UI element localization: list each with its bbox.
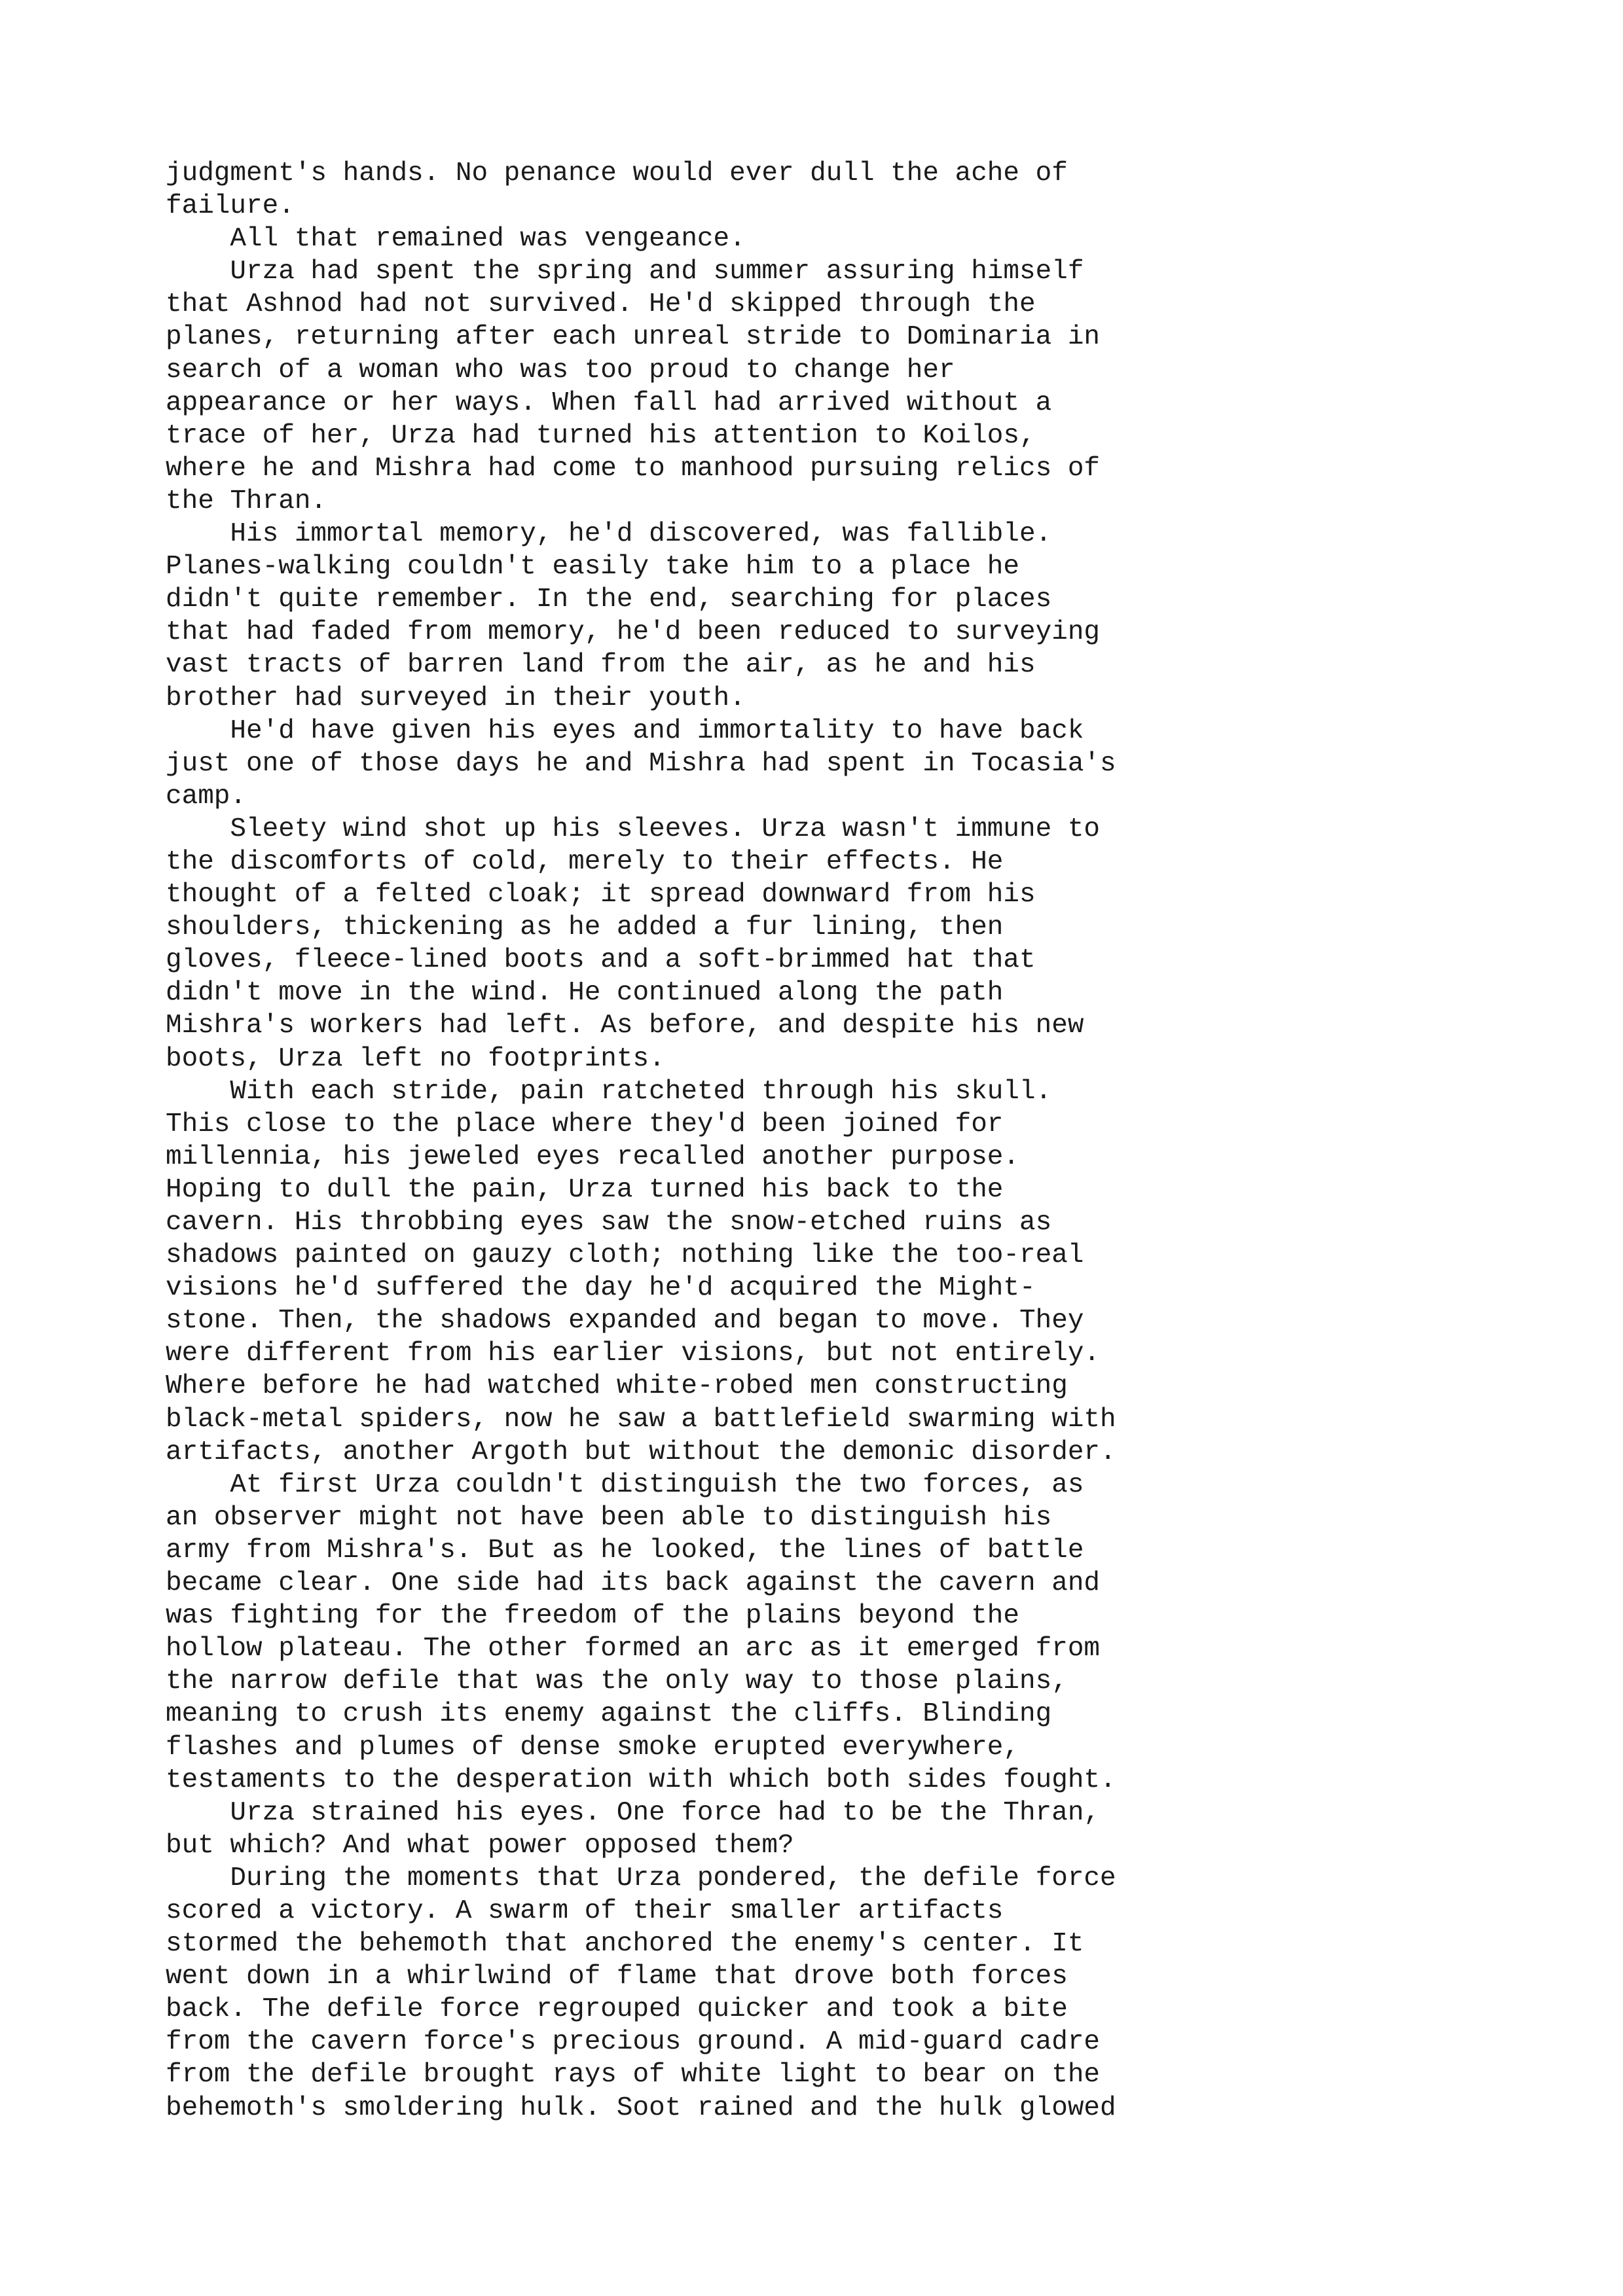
text-line: Urza strained his eyes. One force had to be the Thran, (166, 1797, 1101, 1828)
text-line: was fighting for the freedom of the plains beyond the (166, 1601, 1020, 1632)
text-line: visions he'd suffered the day he'd acquired the Might- (166, 1273, 1036, 1304)
text-line: search of a woman who was too proud to change her (166, 355, 955, 386)
text-line: artifacts, another Argoth but without the demonic disorder. (166, 1437, 1116, 1467)
text-line: cavern. His throbbing eyes saw the snow-etched ruins as (166, 1208, 1052, 1238)
text-line: that Ashnod had not survived. He'd skipped through the (166, 289, 1036, 320)
text-line: camp. (166, 781, 247, 812)
body-text (166, 157, 1187, 2125)
text-line: gloves, fleece-lined boots and a soft-brimmed hat that (166, 945, 1036, 976)
text-line: testaments to the desperation with which both sides fought. (166, 1765, 1116, 1795)
text-line: thought of a felted cloak; it spread downward from his (166, 880, 1036, 910)
text-line: meaning to crush its enemy against the cliffs. Blinding (166, 1699, 1052, 1730)
text-line: were different from his earlier visions, but not entirely. (166, 1338, 1101, 1369)
text-line: At first Urza couldn't distinguish the two forces, as (166, 1469, 1084, 1500)
text-line: went down in a whirlwind of flame that drove both forces (166, 1962, 1068, 1992)
text-line: scored a victory. A swarm of their smaller artifacts (166, 1895, 1004, 1926)
text-line: Hoping to dull the pain, Urza turned his back to the (166, 1174, 1004, 1205)
text-line: where he and Mishra had come to manhood pursuing relics of (166, 453, 1101, 484)
text-line: vast tracts of barren land from the air, as he and his (166, 650, 1036, 681)
text-line: the discomforts of cold, merely to their effects. He (166, 846, 1004, 877)
text-line: black-metal spiders, now he saw a battlefield swarming with (166, 1404, 1116, 1435)
text-line: He'd have given his eyes and immortality to have back (166, 715, 1084, 746)
text-line: didn't quite remember. In the end, searching for places (166, 584, 1052, 615)
text-line: just one of those days he and Mishra had spent in Tocasia's (166, 748, 1116, 779)
text-line: the Thran. (166, 486, 327, 516)
text-line: Where before he had watched white-robed men constructing (166, 1371, 1068, 1402)
text-line: became clear. One side had its back against the cavern and (166, 1568, 1101, 1599)
text-line: Mishra's workers had left. As before, and despite his new (166, 1011, 1084, 1041)
text-line: brother had surveyed in their youth. (166, 683, 746, 713)
text-line: shoulders, thickening as he added a fur lining, then (166, 912, 1004, 943)
text-line: hollow plateau. The other formed an arc as it emerged from (166, 1634, 1101, 1664)
text-line: the narrow defile that was the only way to those plains, (166, 1666, 1068, 1697)
text-line: Urza had spent the spring and summer assuring himself (166, 257, 1084, 287)
text-line: Planes-walking couldn't easily take him to a place he (166, 552, 1020, 583)
text-line: behemoth's smoldering hulk. Soot rained and the hulk glowed (166, 2092, 1116, 2123)
text-line: Sleety wind shot up his sleeves. Urza wasn't immune to (166, 814, 1101, 844)
text-line: from the defile brought rays of white light to bear on the (166, 2060, 1101, 2090)
text-line: judgment's hands. No penance would ever dull the ache of (166, 158, 1068, 188)
text-line: shadows painted on gauzy cloth; nothing like the too-real (166, 1240, 1084, 1271)
text-line: During the moments that Urza pondered, the defile force (166, 1863, 1116, 1893)
text-line: an observer might not have been able to distinguish his (166, 1502, 1052, 1533)
text-line: This close to the place where they'd been joined for (166, 1109, 1004, 1139)
text-line: failure. (166, 191, 295, 222)
text-line: from the cavern force's precious ground. A mid-guard cadre (166, 2027, 1101, 2058)
text-line: planes, returning after each unreal stride to Dominaria in (166, 322, 1101, 353)
text-line: His immortal memory, he'd discovered, was fallible. (166, 519, 1052, 550)
text-line: but which? And what power opposed them? (166, 1830, 794, 1861)
text-line: that had faded from memory, he'd been reduced to surveying (166, 617, 1101, 648)
text-line: With each stride, pain ratcheted through his skull. (166, 1076, 1052, 1107)
text-line: All that remained was vengeance. (166, 224, 746, 255)
text-line: stormed the behemoth that anchored the enemy's center. It (166, 1929, 1084, 1960)
text-line: millennia, his jeweled eyes recalled another purpose. (166, 1141, 1020, 1172)
text-line: didn't move in the wind. He continued along the path (166, 978, 1004, 1009)
text-line: army from Mishra's. But as he looked, the lines of battle (166, 1535, 1084, 1566)
text-line: flashes and plumes of dense smoke erupted everywhere, (166, 1732, 1020, 1763)
text-line: back. The defile force regrouped quicker and took a bite (166, 1994, 1068, 2025)
text-line: appearance or her ways. When fall had arrived without a (166, 387, 1052, 418)
text-line: trace of her, Urza had turned his attention to Koilos, (166, 420, 1036, 451)
text-line: stone. Then, the shadows expanded and began to move. They (166, 1306, 1084, 1336)
text-line: boots, Urza left no footprints. (166, 1043, 665, 1074)
